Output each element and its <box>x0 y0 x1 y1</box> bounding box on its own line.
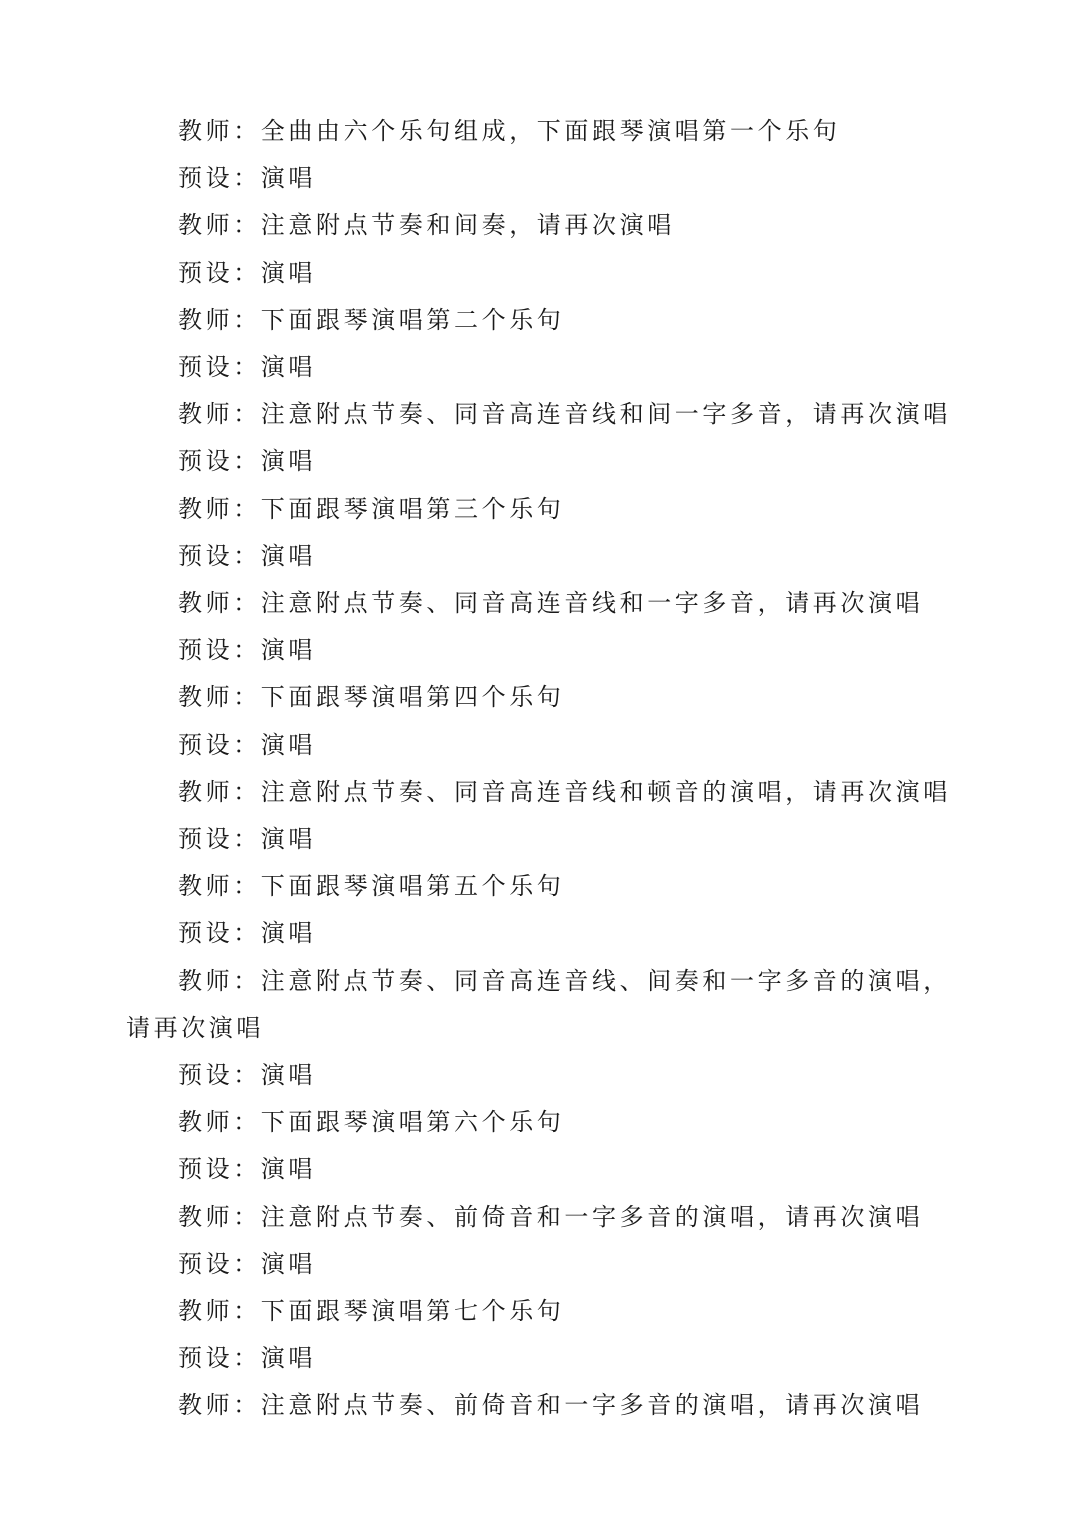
dialogue-line-teacher: 教师：注意附点节奏、同音高连音线和间一字多音，请再次演唱 <box>178 400 951 429</box>
dialogue-line-preset: 预设：演唱 <box>178 636 316 665</box>
dialogue-line-preset: 预设：演唱 <box>178 1344 316 1373</box>
dialogue-line-preset: 预设：演唱 <box>178 541 316 570</box>
dialogue-line-teacher: 教师：下面跟琴演唱第七个乐句 <box>178 1297 565 1326</box>
dialogue-line-preset: 预设：演唱 <box>178 825 316 854</box>
dialogue-line-teacher: 教师：下面跟琴演唱第五个乐句 <box>178 872 565 901</box>
dialogue-line-teacher: 教师：下面跟琴演唱第二个乐句 <box>178 305 565 334</box>
dialogue-line-preset: 预设：演唱 <box>178 164 316 193</box>
dialogue-line-teacher: 教师：下面跟琴演唱第四个乐句 <box>178 683 565 712</box>
dialogue-line-preset: 预设：演唱 <box>178 919 316 948</box>
dialogue-line-preset: 预设：演唱 <box>178 447 316 476</box>
document-body <box>126 108 962 1430</box>
dialogue-line-teacher: 教师：注意附点节奏、同音高连音线、间奏和一字多音的演唱，请再次演唱 <box>126 966 951 1042</box>
dialogue-line-preset: 预设：演唱 <box>178 730 316 759</box>
dialogue-line-preset: 预设：演唱 <box>178 1249 316 1278</box>
dialogue-line-teacher: 教师：注意附点节奏、前倚音和一字多音的演唱，请再次演唱 <box>178 1391 924 1420</box>
dialogue-line-teacher: 教师：下面跟琴演唱第六个乐句 <box>178 1108 565 1137</box>
dialogue-line-preset: 预设：演唱 <box>178 258 316 287</box>
dialogue-line-teacher: 教师：注意附点节奏、同音高连音线和一字多音，请再次演唱 <box>178 589 924 618</box>
dialogue-line-preset: 预设：演唱 <box>178 353 316 382</box>
dialogue-line-teacher: 教师：注意附点节奏、前倚音和一字多音的演唱，请再次演唱 <box>178 1202 924 1231</box>
dialogue-line-teacher: 教师：下面跟琴演唱第三个乐句 <box>178 494 565 523</box>
dialogue-line-preset: 预设：演唱 <box>178 1061 316 1090</box>
dialogue-line-teacher: 教师：注意附点节奏、同音高连音线和顿音的演唱，请再次演唱 <box>178 777 951 806</box>
dialogue-line-preset: 预设：演唱 <box>178 1155 316 1184</box>
dialogue-line-teacher: 教师：全曲由六个乐句组成，下面跟琴演唱第一个乐句 <box>178 117 841 145</box>
dialogue-line-teacher: 教师：注意附点节奏和间奏，请再次演唱 <box>178 211 675 240</box>
